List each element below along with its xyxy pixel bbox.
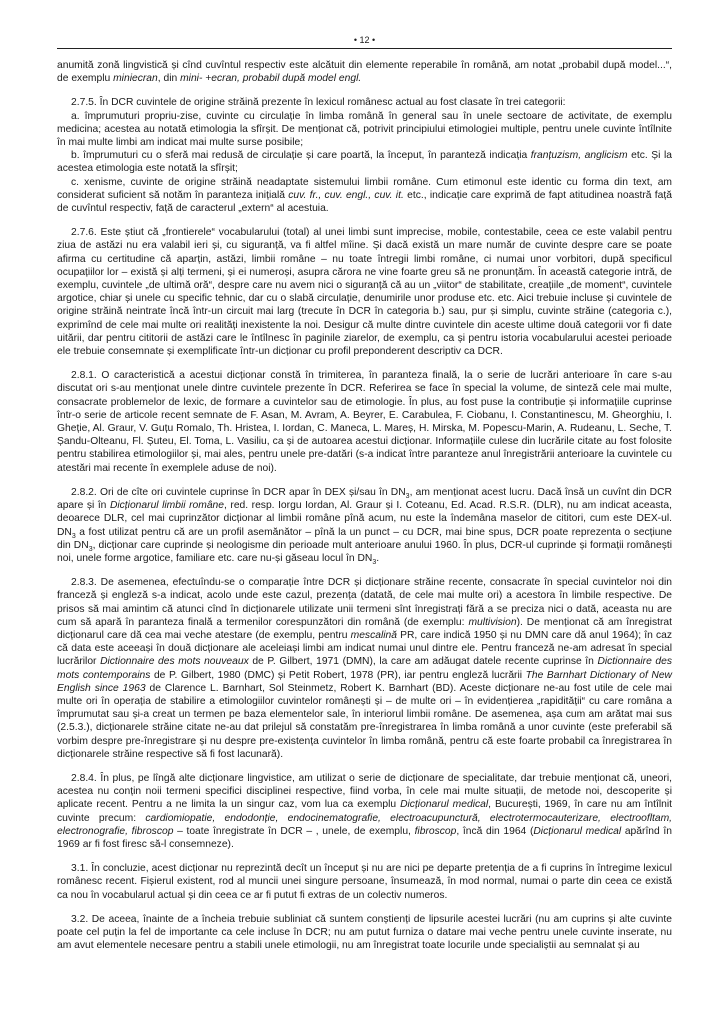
paragraph-gap: [57, 215, 672, 226]
header-rule: [57, 48, 672, 49]
paragraph-gap: [57, 358, 672, 369]
paragraph: 2.7.6. Este știut că „frontierele“ vocabularului (total) al unei limbi sunt imprecise, mobile, contestabile, ceea ce este valabil pentru ziua de astăzi nu era valabil ieri și, cu siguranță, va fi altfel mîine. Și dacă există un mare număr de cuvinte despre care se poate afirma cu certitudine că aparțin, astăzi, limbii române – nu toate întregii limbi române, ci numai unor vorbitori, după specificul ocupațiilor lor – există și alți termeni, și ei numeroși, asupra cărora ne vine foarte greu să ne pronunțăm. În această categorie intră, de exemplu, cuvintele „de ultimă oră“, despre care nu avem nici o siguranță că au un „viitor“ de stabilitate, creațiile „de moment“, cuvintele argotice, chiar și unele cu specific tehnic, dar cu o slabă circulație, denumirile unor produse etc. etc. Aici trebuie incluse și cuvintele de origine străină neintrate încă într-un circuit mai larg (trecute în DCR în categoria b.) sau, pur și simplu, cuvinte străine (categoria c.), exprimînd de cele mai multe ori realități inexistente la noi. Desigur că multe dintre cuvintele din aceste ultime două categorii vor fi date uitării, dar pentru cititorii de astăzi care le întîlnesc în paginile ziarelor, de exemplu, ca și pentru istoria vocabularului acestei perioade ele trebuie consemnate și exemplificate într-un dicționar cu profil preponderent descriptiv ca DCR.: [57, 227, 672, 358]
document-body: [57, 59, 672, 952]
paragraph-gap: [57, 85, 672, 96]
paragraph: 2.8.1. O caracteristică a acestui dicționar constă în trimiterea, în paranteza finală, la o serie de lucrări anterioare în care s-au discutat ori s-au menționat unele dintre cuvintele prezente în DCR. Referirea se face în special la volume, de sinteză cele mai multe, consacrate problemelor de lexic, de formare a cuvintelor sau de etimologie. În plus, au fost puse la contribuție și informațiile cuprinse într-o serie de articole recent semnate de F. Asan, M. Avram, A. Beyrer, E. Carabulea, F. Ciobanu, I. Constantinescu, M. Gheorghiu, I. Gheție, Al. Graur, V. Guțu Romalo, Th. Hristea, I. Iordan, C. Maneca, L. Mareș, H. Mirska, M. Popescu-Marin, A. Rudeanu, L. Seche, T. Șandu-Olteanu, Fl. Șuteu, El. Toma, L. Vasiliu, ca și de autoarea acestui dicționar. Informațiile culese din lucrările citate au fost folosite pentru stabilirea etimologiilor și, mai ales, pentru unele pre-datări (s-a indicat între paranteze anul înregistrării anterioare la cuvintele cu atestări mai recente în exemplele aduse de noi).: [57, 370, 672, 474]
paragraph: 3.1. În concluzie, acest dicționar nu reprezintă decît un început și nu are nici pe departe pretenția de a fi cuprins în întregime lexicul românesc recent. Fișierul existent, rod al muncii unei singure persoane, însumează, în mod normal, numai o parte din ceea ce există ca nou în vocabularul actual și din ceea ce ar fi putut fi extras de un colectiv numeros.: [57, 863, 672, 901]
paragraph: 2.8.3. De asemenea, efectuîndu-se o comparație între DCR și dicționare străine recente, consacrate în special cuvintelor noi din franceză și engleză s-a indicat, acolo unde este cazul, prezența (datată, de cele mai multe ori) a acestora în limbile respective. De prisos să mai amintim că atunci cînd în dicționarele utilizate unii termeni sînt înregistrați fără a se preciza nici o dată, aceasta nu are cum să apară în paranteza finală a termenilor corespunzători din română (de exemplu: multivision). De menționat că am înregistrat dicționarul care dă cea mai veche atestare (de exemplu, pentru mescalină PR, care indică 1950 și nu DMN care dă anul 1964); în caz că data este aceeași în două dicționare ale aceleiași limbi am indicat numai unul dintre ele. Pentru franceză ne-am adresat în special lucrărilor Dictionnaire des mots nouveaux de P. Gilbert, 1971 (DMN), la care am adăugat datele recente cuprinse în Dictionnaire des mots contemporains de P. Gilbert, 1980 (DMC) și Petit Robert, 1978 (PR), iar pentru engleză lucrării The Barnhart Dictionary of New English since 1963 de Clarence L. Barnhart, Sol Steinmetz, Robert K. Barnhart (BD). Aceste dicționare ne-au fost utile de cele mai multe ori în operația de stabilire a etimologiilor cuvintelor românești și – de multe ori – în evidențierea „rapidității“ cu care româna a împrumutat sau și-a creat un termen pe baza elementelor sale, în interiorul limbii române. De asemenea, așa cum am arătat mai sus (2.5.3.), dicționarele străine citate ne-au dat prilejul să constatăm pre-înregistrarea în limba română a unor cuvinte (este preferabil să vorbim despre pre-înregistrare și nu despre pre-existența cuvintelor în limba română, pentru că este foarte probabil ca înregistrarea în dicționarele străine respective să fi fost lacunară).: [57, 577, 672, 760]
paragraph: 2.8.4. În plus, pe lîngă alte dicționare lingvistice, am utilizat o serie de dicționare de specialitate, dar trebuie menționat că, uneori, acestea nu conțin noii termeni specifici disciplinei respective, fiind vorba, în cele mai multe situații, de metode noi, descoperite și aplicate recent. Pentru a ne limita la un singur caz, vom lua ca exemplu Dicționarul medical, București, 1969, în care nu am întîlnit cuvinte precum: cardiomiopatie, endodonție, endocinematografie, electroacupunctură, electrotermocauterizare, electroofltam, electronografie, fibroscop – toate înregistrate în DCR – , unele, de exemplu, fibroscop, încă din 1964 (Dicționarul medical apărînd în 1969 ar fi fost firesc să-l consemneze).: [57, 772, 673, 850]
paragraph-gap: [57, 565, 672, 576]
paragraph: 2.8.2. Ori de cîte ori cuvintele cuprinse în DCR apar în DEX și/sau în $DN_3$, am menționat acest lucru. Dacă însă un cuvînt din DCR apare și în Dicționarul limbii române, red. resp. Iorgu Iordan, Al. Graur și I. Coteanu, Ed. Acad. R.S.R. (DLR), nu am indicat aceasta, deoarece DLR, cel mai cuprinzător dicționar al limbii române pînă acum, nu este la îndemâna maselor de cititori, cum este DEX-ul. $DN_3$ a fost utilizat pentru că are un profil asemănător – pînă la un punct – cu DCR, mai bine spus, DCR poate reprezenta o secțiune din $DN_3$, dicționar care cuprinde și neologisme din perioade mult anterioare anului 1960. În plus, DCR-ul cuprinde și formații românești noi, unele forme argotice, familiare etc. care nu-și găseau locul în $DN_3$.: [57, 486, 672, 566]
paragraph-gap: [57, 475, 672, 486]
paragraph-gap: [57, 851, 672, 862]
paragraph-gap: [57, 902, 672, 913]
paragraph: 2.7.5. În DCR cuvintele de origine străină prezente în lexicul românesc actual au fost clasate în trei categorii:: [71, 97, 566, 109]
paragraph: 3.2. De aceea, înainte de a încheia trebuie subliniat că suntem conștienți de lipsurile acestei lucrări (nu am cuprins și alte cuvinte poate cel puțin la fel de importante ca cele incluse în DCR; nu am putut furniza o datare mai veche pentru unele cuvinte inserate, nu am avut elementele necesare pentru a stabili unele etimologii, nu am înregistrat toate locurile unde specialiștii au semnalat și au: [57, 913, 672, 952]
paragraph: a. împrumuturi propriu-zise, cuvinte cu circulație în limba română în general sau în unele sectoare de activitate, de exemplu medicina; acestea au notată etimologia la sfîrșit. De menționat că, potrivit principiului etimologiei multiple, pentru unele cuvinte întîlnite în mai multe limbi am indicat mai multe surse posibile;: [57, 110, 672, 149]
page-number: • 12 •: [353, 35, 376, 45]
document-page: [57, 34, 672, 952]
paragraph: b. împrumuturi cu o sferă mai redusă de circulație și care poartă, la început, în paranteză indicația franțuzism, anglicism etc. Și la acestea etimologia este notată la sfîrșit;: [57, 150, 672, 175]
paragraph: anumită zonă lingvistică și cînd cuvîntul respectiv este alcătuit din elemente reperabile în română, am notat „probabil după model...“, de exemplu miniecran, din mini- +ecran, probabil după model engl.: [57, 60, 672, 85]
paragraph-gap: [57, 761, 672, 772]
paragraph: c. xenisme, cuvinte de origine străină neadaptate sistemului limbii române. Cum etimonul este identic cu forma din text, am considerat suficient să notăm în paranteza inițială cuv. fr., cuv. engl., cuv. it. etc., indicație care exprimă de fapt atitudinea noastră față de cuvîntul respectiv, față de caracterul „extern“ al acestuia.: [57, 176, 672, 215]
